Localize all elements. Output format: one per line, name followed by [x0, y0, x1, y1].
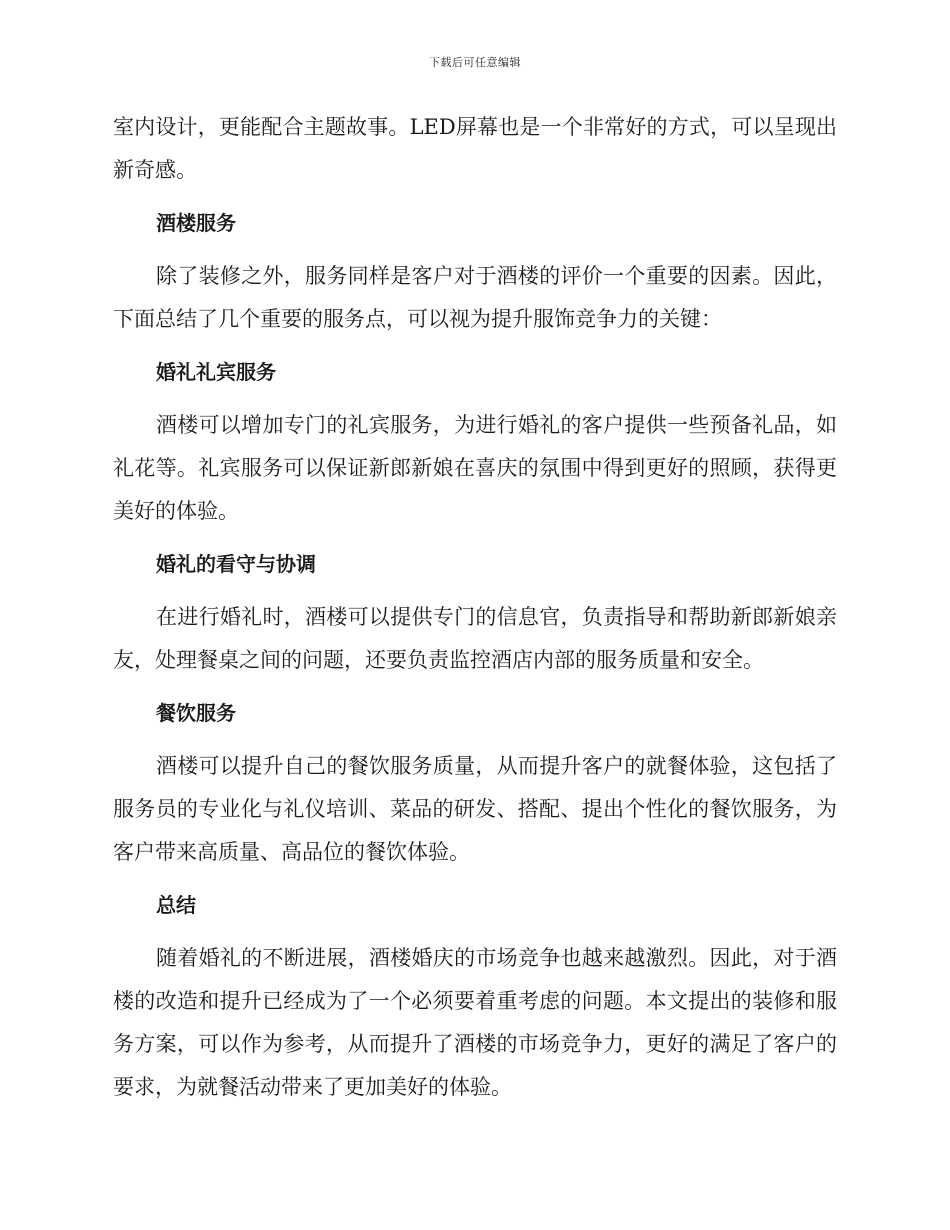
paragraph-restaurant-service: 除了装修之外，服务同样是客户对于酒楼的评价一个重要的因素。因此，下面总结了几个重要的服务点，可以视为提升服饰竞争力的关键：: [113, 264, 837, 331]
paragraph-continuation: 室内设计，更能配合主题故事。LED屏幕也是一个非常好的方式，可以呈现出新奇感。: [113, 115, 837, 182]
paragraph-summary: 随着婚礼的不断进展，酒楼婚庆的市场竞争也越来越激烈。因此，对于酒楼的改造和提升已经成为了一个必须要着重考虑的问题。本文提出的装修和服务方案，可以作为参考，从而提升了酒楼的市场竞争力，更好的满足了客户的要求，为就餐活动带来了更加美好的体验。: [113, 946, 837, 1099]
section-heading-restaurant-service: 酒楼服务: [156, 211, 236, 235]
paragraph-catering-service: 酒楼可以提升自己的餐饮服务质量，从而提升客户的就餐体验，这包括了服务员的专业化与礼仪培训、菜品的研发、搭配、提出个性化的餐饮服务，为客户带来高质量、高品位的餐饮体验。: [113, 754, 837, 864]
section-heading-wedding-reception: 婚礼礼宾服务: [156, 360, 276, 384]
paragraph-wedding-reception: 酒楼可以增加专门的礼宾服务，为进行婚礼的客户提供一些预备礼品，如礼花等。礼宾服务可以保证新郎新娘在喜庆的氛围中得到更好的照顾，获得更美好的体验。: [113, 413, 837, 523]
section-heading-summary: 总结: [156, 893, 196, 917]
section-heading-catering-service: 餐饮服务: [156, 701, 236, 725]
paragraph-wedding-coordination: 在进行婚礼时，酒楼可以提供专门的信息官，负责指导和帮助新郎新娘亲友，处理餐桌之间的问题，还要负责监控酒店内部的服务质量和安全。: [113, 605, 837, 672]
page-header: 下载后可任意编辑: [429, 56, 521, 69]
section-heading-wedding-coordination: 婚礼的看守与协调: [156, 552, 316, 576]
document-body: [113, 106, 837, 1109]
